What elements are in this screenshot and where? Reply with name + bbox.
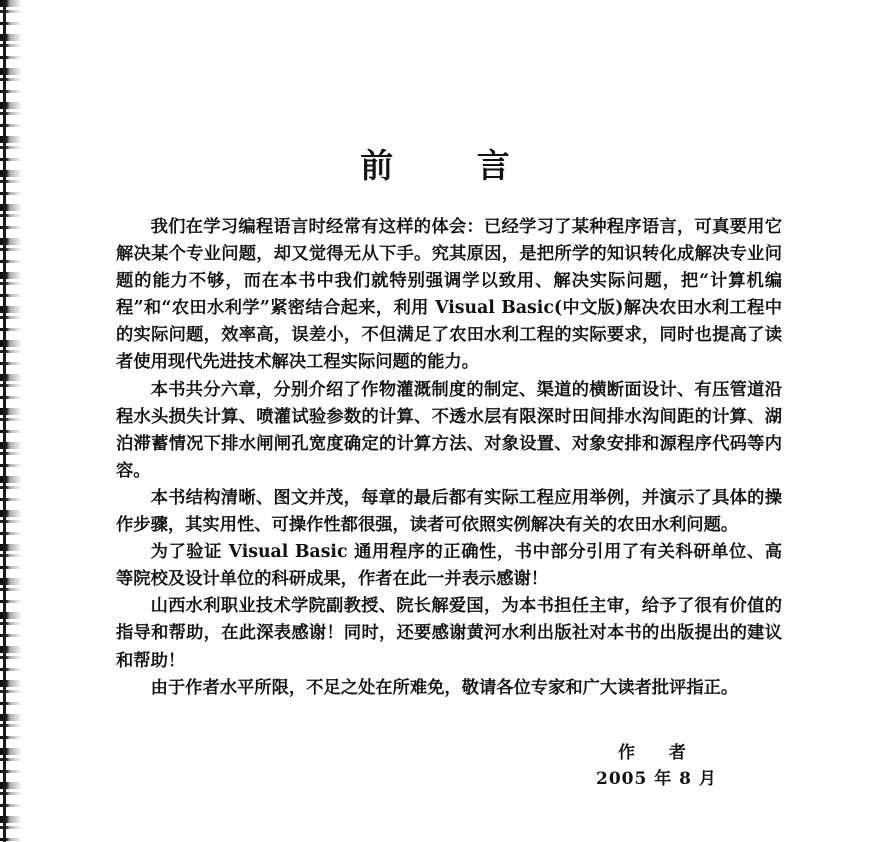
preface-body <box>116 214 782 702</box>
paragraph-1: 我们在学习编程语言时经常有这样的体会：已经学习了某种程序语言，可真要用它解决某个专业问题，却又觉得无从下手。究其原因，是把所学的知识转化成解决专业问题的能力不够，而在本书中我们就特别强调学以致用、解决实际问题，把“计算机编程”和“农田水利学”紧密结合起来，利用 Visual Basic(中文版)解决农田水利工程中的实际问题，效率高，误差小，不但满足了农田水利工程的实际要求，同时也提高了读者使用现代先进技术解决工程实际问题的能力。 <box>116 217 782 373</box>
paragraph-6: 由于作者水平所限，不足之处在所难免，敬请各位专家和广大读者批评指正。 <box>150 677 739 698</box>
signature-block <box>596 740 736 792</box>
paragraph-5: 山西水利职业技术学院副教授、院长解爱国，为本书担任主审，给予了很有价值的指导和帮助，在此深表感谢！同时，还要感谢黄河水利出版社对本书的出版提出的建议和帮助！ <box>116 596 782 671</box>
paragraph-4: 为了验证 Visual Basic 通用程序的正确性，书中部分引用了有关科研单位、高等院校及设计单位的科研成果，作者在此一并表示感谢！ <box>116 542 782 590</box>
page-title: 前 言 <box>360 146 546 185</box>
signature-author: 作 者 <box>618 743 700 763</box>
signature-date: 2005 年 8 月 <box>596 769 717 789</box>
scan-edge-line <box>3 0 6 842</box>
paragraph-2: 本书共分六章，分别介绍了作物灌溉制度的制定、渠道的横断面设计、有压管道沿程水头损失计算、喷灌试验参数的计算、不透水层有限深时田间排水沟间距的计算、湖泊滞蓄情况下排水闸闸孔宽度确定的计算方法、对象设置、对象安排和源程序代码等内容。 <box>116 379 782 481</box>
paragraph-3: 本书结构清晰、图文并茂，每章的最后都有实际工程应用举例，并演示了具体的操作步骤，其实用性、可操作性都很强，读者可依照实例解决有关的农田水利问题。 <box>116 487 782 536</box>
